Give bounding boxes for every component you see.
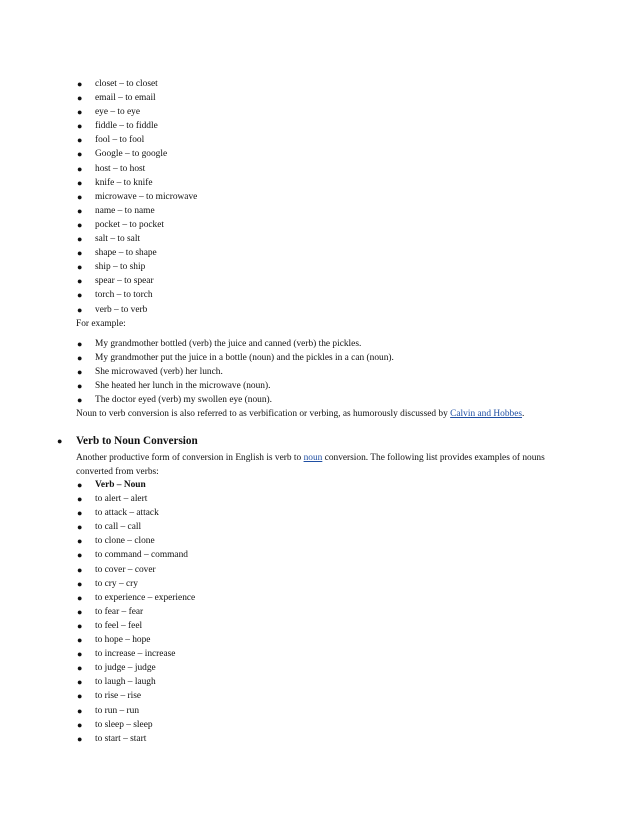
- bullet-icon: ●: [77, 691, 83, 702]
- bullet-icon: ●: [77, 276, 83, 287]
- bullet-icon: ●: [77, 248, 83, 259]
- list-item-text: to cry – cry: [95, 578, 138, 589]
- bullet-icon: ●: [77, 564, 83, 575]
- list-item-text: closet – to closet: [95, 79, 158, 89]
- noun-to-verb-list: [0, 77, 197, 317]
- list-item: [0, 619, 195, 633]
- bullet-icon: ●: [77, 649, 83, 660]
- bullet-icon: ●: [77, 635, 83, 646]
- bullet-icon: ●: [77, 191, 83, 202]
- list-item: [0, 147, 197, 161]
- list-item: [0, 534, 195, 548]
- list-item: [0, 647, 195, 661]
- list-item: [0, 520, 195, 534]
- list-item: [0, 732, 195, 746]
- bullet-icon: ●: [77, 719, 83, 730]
- list-item-text: My grandmother put the juice in a bottle (noun) and the pickles in a can (noun).: [95, 353, 394, 364]
- list-item-text: to increase – increase: [95, 649, 176, 660]
- list-item-text: She microwaved (verb) her lunch.: [95, 367, 223, 378]
- list-item-text: to call – call: [95, 522, 142, 533]
- list-item: [0, 337, 394, 351]
- list-item-text: email – to email: [95, 93, 156, 104]
- list-item-header: [0, 478, 195, 492]
- section-heading: Verb to Noun Conversion: [76, 435, 198, 447]
- list-item-text: ship – to ship: [95, 262, 146, 273]
- list-item: [0, 365, 394, 379]
- list-item-text: fool – to fool: [95, 135, 145, 146]
- list-item-text: name – to name: [95, 205, 155, 216]
- bullet-icon: ●: [77, 733, 83, 744]
- list-item-text: salt – to salt: [95, 234, 141, 245]
- list-item: [0, 105, 197, 119]
- list-item: [0, 218, 197, 232]
- list-item: [0, 563, 195, 577]
- list-item: [0, 718, 195, 732]
- bullet-icon: ●: [77, 480, 83, 490]
- list-item-text: to laugh – laugh: [95, 677, 156, 688]
- list-item-text: fiddle – to fiddle: [95, 121, 158, 132]
- bullet-icon: ●: [77, 705, 83, 716]
- list-item-text: to fear – fear: [95, 606, 144, 617]
- list-item-text: microwave – to microwave: [95, 191, 198, 202]
- section-intro: [76, 451, 545, 465]
- list-item-text: My grandmother bottled (verb) the juice and canned (verb) the pickles.: [95, 339, 362, 349]
- list-item-text: The doctor eyed (verb) my swollen eye (noun).: [95, 395, 273, 406]
- list-item-text: to judge – judge: [95, 663, 156, 674]
- list-item: [0, 577, 195, 591]
- list-item-text: She heated her lunch in the microwave (noun).: [95, 381, 271, 392]
- list-item-text: to start – start: [95, 733, 147, 744]
- bullet-icon: ●: [77, 163, 83, 174]
- list-item-text: eye – to eye: [95, 107, 141, 118]
- list-item: [0, 260, 197, 274]
- section-bullet-icon: ●: [57, 436, 63, 446]
- bullet-icon: ●: [77, 592, 83, 603]
- list-item: [0, 133, 197, 147]
- list-item: [0, 351, 394, 365]
- bullet-icon: ●: [77, 536, 83, 547]
- bullet-icon: ●: [77, 494, 83, 505]
- list-item-text: to alert – alert: [95, 494, 148, 505]
- bullet-icon: ●: [77, 367, 83, 378]
- list-item: [0, 162, 197, 176]
- list-item: [0, 303, 197, 317]
- list-item-text: to cover – cover: [95, 564, 156, 575]
- bullet-icon: ●: [77, 121, 83, 132]
- verb-to-noun-list: [0, 478, 195, 746]
- list-item-text: torch – to torch: [95, 290, 153, 301]
- bullet-icon: ●: [77, 107, 83, 118]
- bullet-icon: ●: [77, 177, 83, 188]
- list-item-text: knife – to knife: [95, 177, 153, 188]
- list-item: [0, 190, 197, 204]
- list-item: [0, 232, 197, 246]
- bullet-icon: ●: [77, 522, 83, 533]
- noun-link[interactable]: noun: [303, 453, 323, 463]
- bullet-icon: ●: [77, 135, 83, 146]
- bullet-icon: ●: [77, 395, 83, 406]
- bullet-icon: ●: [77, 339, 83, 349]
- bullet-icon: ●: [77, 606, 83, 617]
- list-item-text: to run – run: [95, 705, 140, 716]
- list-item: [0, 591, 195, 605]
- bullet-icon: ●: [77, 381, 83, 392]
- list-item-text: shape – to shape: [95, 248, 157, 259]
- verb-noun-header: Verb – Noun: [95, 480, 146, 490]
- list-item-text: to rise – rise: [95, 691, 142, 702]
- list-item: [0, 633, 195, 647]
- bullet-icon: ●: [77, 219, 83, 230]
- bullet-icon: ●: [77, 508, 83, 519]
- section-intro-line2: converted from verbs:: [76, 467, 159, 477]
- list-item: [0, 492, 195, 506]
- list-item: [0, 379, 394, 393]
- list-item-text: to hope – hope: [95, 635, 151, 646]
- list-item: [0, 119, 197, 133]
- list-item: [0, 204, 197, 218]
- bullet-icon: ●: [77, 677, 83, 688]
- list-item: [0, 605, 195, 619]
- calvin-and-hobbes-link[interactable]: Calvin and Hobbes: [450, 409, 523, 419]
- list-item: [0, 77, 197, 91]
- bullet-icon: ●: [77, 262, 83, 273]
- list-item: [0, 506, 195, 520]
- list-item: [0, 704, 195, 718]
- section-intro-after: conversion. The following list provides examples of nouns: [322, 453, 545, 463]
- list-item-text: to feel – feel: [95, 620, 143, 631]
- list-item: [0, 288, 197, 302]
- bullet-icon: ●: [77, 79, 83, 89]
- example-sentence-list: [0, 337, 394, 407]
- verbification-note-text: Noun to verb conversion is also referred to as verbification or verbing, as humorously discussed by: [76, 409, 451, 419]
- bullet-icon: ●: [77, 620, 83, 631]
- list-item: [0, 689, 195, 703]
- list-item-text: to experience – experience: [95, 592, 196, 603]
- list-item-text: spear – to spear: [95, 276, 154, 287]
- bullet-icon: ●: [77, 290, 83, 301]
- list-item: [0, 548, 195, 562]
- bullet-icon: ●: [77, 149, 83, 160]
- list-item-text: to clone – clone: [95, 536, 155, 547]
- list-item: [0, 274, 197, 288]
- list-item-text: verb – to verb: [95, 304, 148, 315]
- bullet-icon: ●: [77, 353, 83, 364]
- bullet-icon: ●: [77, 550, 83, 561]
- bullet-icon: ●: [77, 663, 83, 674]
- section-intro-before: Another productive form of conversion in English is verb to: [76, 453, 304, 463]
- list-item-text: pocket – to pocket: [95, 219, 164, 230]
- verbification-note-end: .: [522, 409, 525, 419]
- list-item-text: to sleep – sleep: [95, 719, 153, 730]
- list-item: [0, 393, 394, 407]
- bullet-icon: ●: [77, 578, 83, 589]
- bullet-icon: ●: [77, 205, 83, 216]
- bullet-icon: ●: [77, 304, 83, 315]
- bullet-icon: ●: [77, 93, 83, 104]
- list-item-text: Google – to google: [95, 149, 168, 160]
- list-item-text: to attack – attack: [95, 508, 159, 519]
- list-item: [0, 91, 197, 105]
- for-example-label: For example:: [76, 319, 126, 329]
- list-item: [0, 246, 197, 260]
- list-item-text: host – to host: [95, 163, 146, 174]
- list-item: [0, 176, 197, 190]
- verbification-note: [76, 407, 524, 421]
- bullet-icon: ●: [77, 234, 83, 245]
- list-item: [0, 661, 195, 675]
- list-item-text: to command – command: [95, 550, 188, 561]
- list-item: [0, 675, 195, 689]
